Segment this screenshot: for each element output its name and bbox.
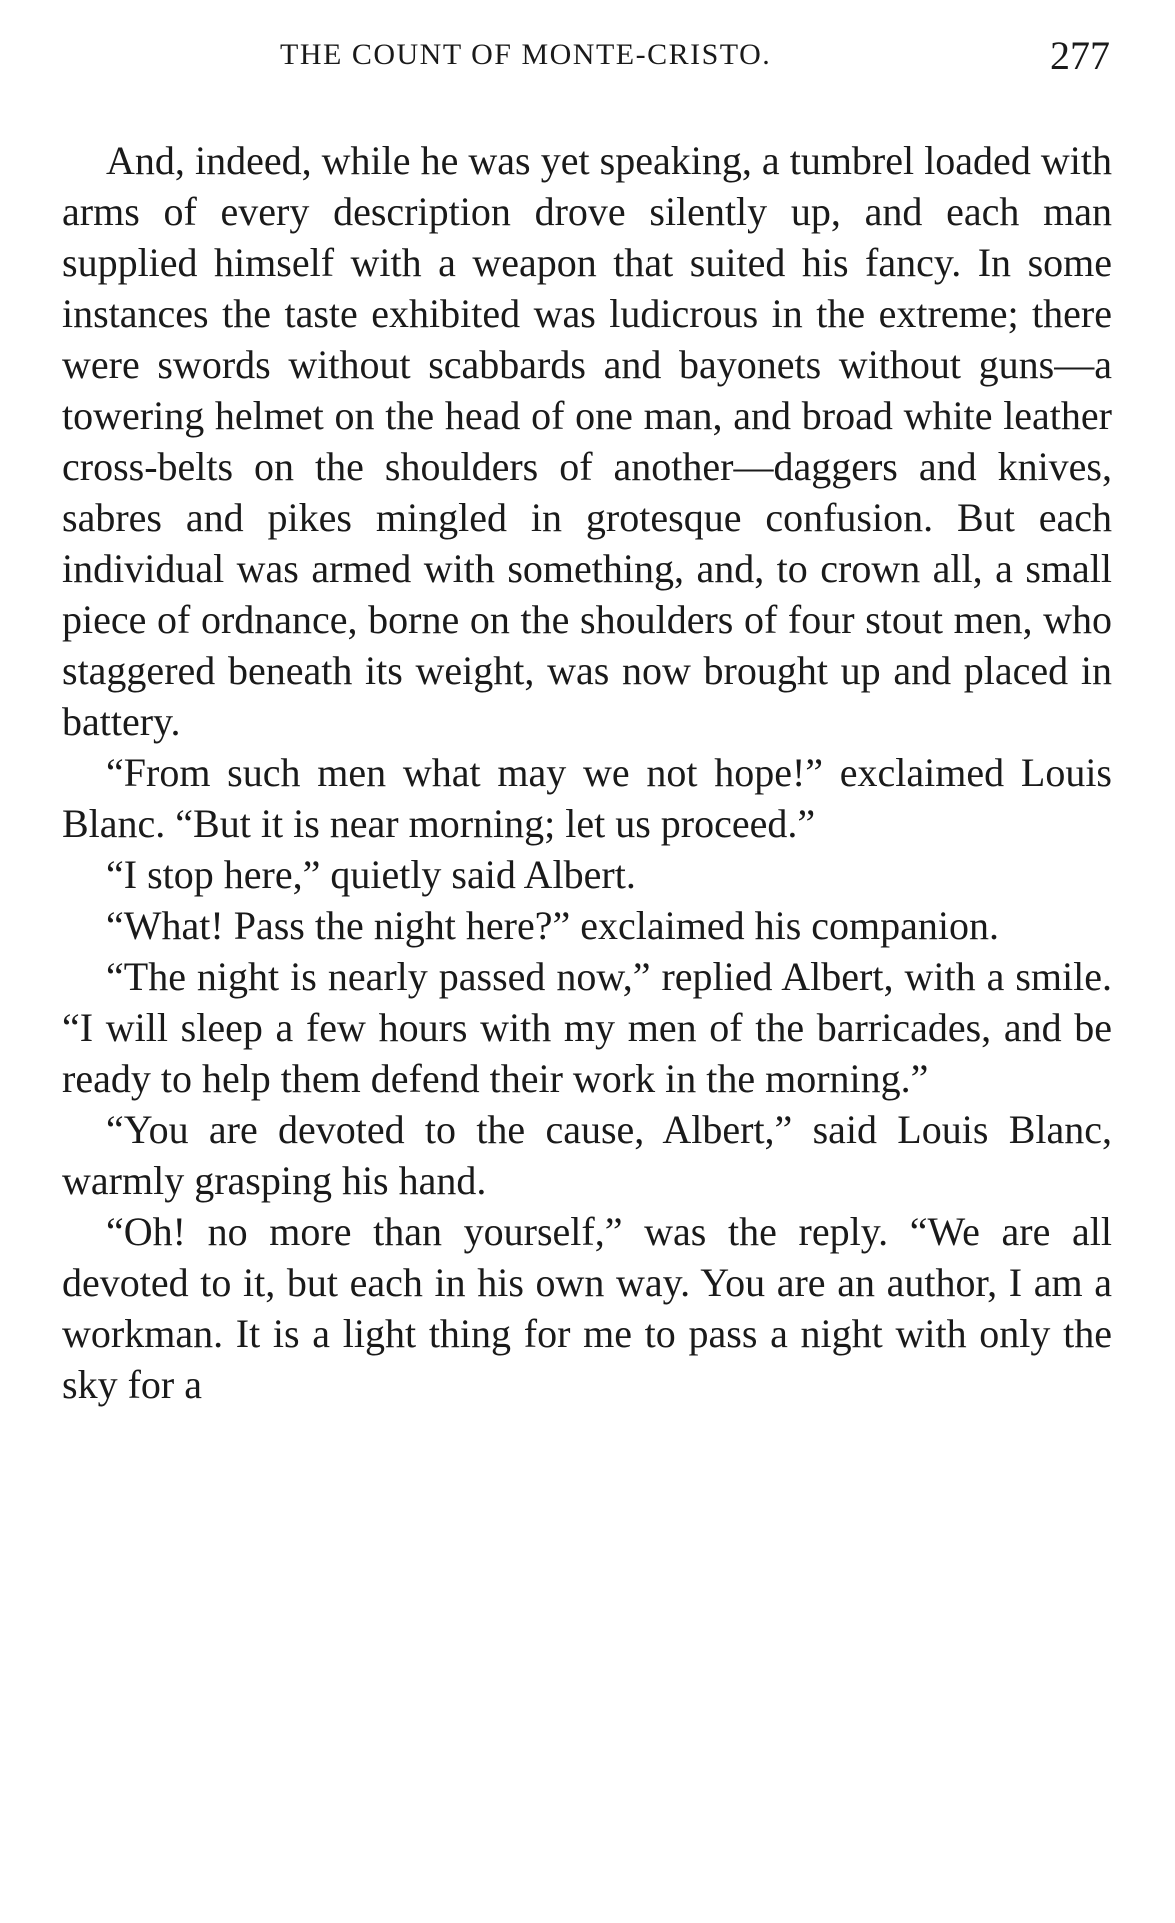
page-number: 277: [1050, 33, 1110, 78]
running-header: [60, 33, 1110, 88]
running-title: THE COUNT OF MONTE-CRISTO.: [280, 38, 772, 71]
paragraph-albert-replies: “The night is nearly passed now,” replied Albert, with a smile. “I will sleep a few hours with my men of the barricades, and be ready to help them defend their work in the morning.”: [62, 954, 1112, 1101]
paragraph-albert-stops: “I stop here,” quietly said Albert.: [106, 852, 636, 897]
body-text: [62, 135, 1112, 1410]
paragraph-devoted-to-cause: “You are devoted to the cause, Albert,” said Louis Blanc, warmly grasping his hand.: [62, 1107, 1112, 1203]
paragraph-louis-blanc-exclaims: “From such men what may we not hope!” exclaimed Louis Blanc. “But it is near morning; let us proceed.”: [62, 750, 1112, 846]
paragraph-albert-workman: “Oh! no more than yourself,” was the reply. “We are all devoted to it, but each in his own way. You are an author, I am a workman. It is a light thing for me to pass a night with only the sky for a: [62, 1209, 1112, 1407]
paragraph-pass-the-night: “What! Pass the night here?” exclaimed his companion.: [106, 903, 1000, 948]
paragraph-tumbrel: And, indeed, while he was yet speaking, a tumbrel loaded with arms of every description drove silently up, and each man supplied himself with a weapon that suited his fancy. In some instances the taste exhibited was ludicrous in the extreme; there were swords without scabbards and bayonets without guns—a towering helmet on the head of one man, and broad white leather cross-belts on the shoulders of another—daggers and knives, sabres and pikes mingled in grotesque confusion. But each individual was armed with something, and, to crown all, a small piece of ordnance, borne on the shoulders of four stout men, who staggered beneath its weight, was now brought up and placed in battery.: [62, 138, 1112, 744]
